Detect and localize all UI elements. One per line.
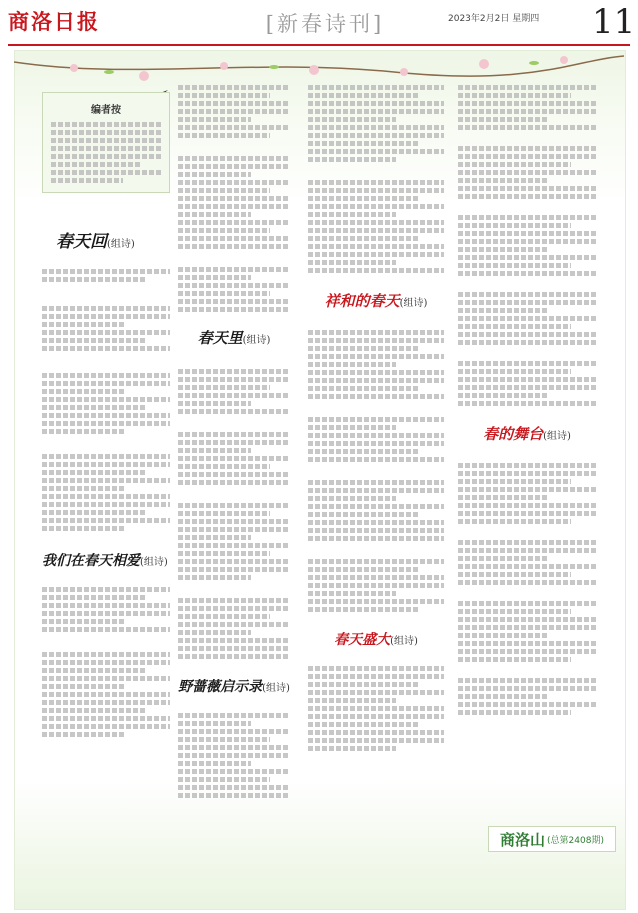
editor-note	[42, 92, 170, 193]
header-rule	[8, 44, 630, 46]
poem-title-4: 野蔷薇启示录(组诗)	[178, 679, 290, 695]
column-1	[42, 92, 170, 740]
newspaper-logo: 商洛日报	[8, 9, 100, 34]
editor-note-title: 编者按	[91, 105, 121, 116]
poem-title-1: 春天回(组诗)	[56, 232, 135, 252]
column-4	[458, 82, 596, 718]
column-2	[178, 82, 290, 801]
page-number: 11	[592, 2, 636, 42]
column-issue: (总第2408期)	[547, 835, 604, 846]
column-name: 商洛山	[500, 830, 546, 849]
poem-title-5: 祥和的春天(组诗)	[324, 292, 428, 310]
poem-title-7: 春的舞台(组诗)	[483, 425, 571, 443]
poem-title-6: 春天盛大(组诗)	[334, 632, 418, 648]
masthead	[0, 0, 638, 44]
poem-title-2: 我们在春天相爱(组诗)	[42, 553, 168, 569]
column-3	[308, 82, 444, 754]
issue-date: 2023年2月2日 星期四	[448, 14, 540, 24]
section-title: [新春诗刊]	[265, 12, 385, 36]
poem-title-3: 春天里(组诗)	[197, 329, 271, 347]
column-stamp	[488, 826, 616, 852]
